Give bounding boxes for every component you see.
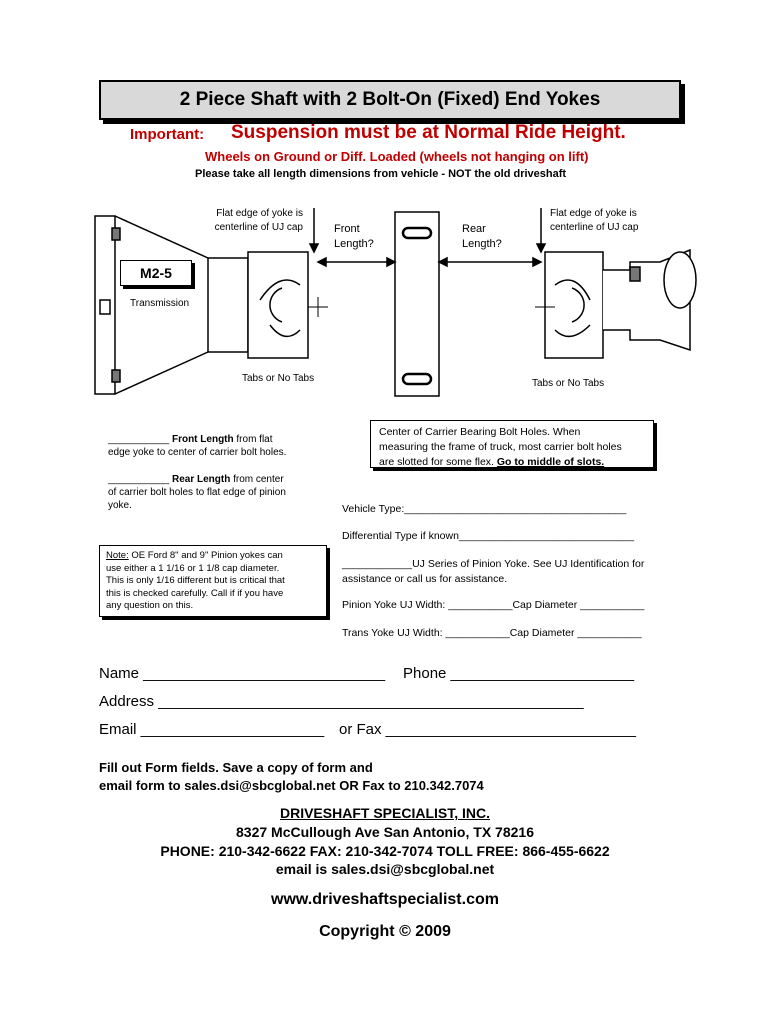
- flat-edge-right-line1: Flat edge of yoke is: [550, 208, 637, 219]
- rear-length-rest1: from center: [230, 474, 284, 485]
- uj-series-line2: assistance or call us for assistance.: [342, 573, 508, 585]
- carrier-line3-text: are slotted for some flex.: [379, 456, 497, 468]
- company-address: 8327 McCullough Ave San Antonio, TX 78216: [236, 824, 534, 840]
- company-phones: PHONE: 210-342-6622 FAX: 210-342-7074 TOLL FREE: 866-455-6622: [160, 843, 610, 859]
- front-length-rest2: edge yoke to center of carrier bolt holes.: [108, 447, 287, 458]
- note-line4: this is checked carefully. Call if if you have: [106, 587, 284, 599]
- company-email: email is sales.dsi@sbcglobal.net: [275, 861, 495, 877]
- page-title: [99, 80, 681, 120]
- flat-edge-left-line1: Flat edge of yoke is: [216, 208, 303, 219]
- front-yoke-drawing: [248, 252, 308, 358]
- carrier-note-box: [370, 420, 654, 468]
- rear-length-label: [462, 222, 502, 252]
- front-length-line1: Front: [334, 223, 360, 235]
- ford-note-box: [99, 545, 327, 617]
- rear-length-term: Rear Length: [171, 474, 231, 485]
- front-length-line2: Length?: [334, 238, 374, 250]
- rear-yoke-drawing: [545, 252, 603, 358]
- page-title-text: 2 Piece Shaft with 2 Bolt-On (Fixed) End Yokes: [179, 89, 601, 110]
- submit-line1: Fill out Form fields. Save a copy of form and: [99, 760, 373, 775]
- rear-length-blank[interactable]: ___________: [108, 474, 172, 485]
- differential-drawing: [603, 250, 696, 350]
- driveshaft-diagram: [0, 195, 770, 425]
- flat-edge-right-line2: centerline of UJ cap: [550, 222, 639, 233]
- submit-instructions: [99, 759, 484, 795]
- note-label: Note:: [106, 550, 129, 561]
- email-field[interactable]: Email ______________________: [99, 721, 325, 738]
- wheels-warning: Wheels on Ground or Diff. Loaded (wheels not hanging on lift): [205, 149, 589, 164]
- carrier-slots-emphasis: Go to middle of slots.: [496, 456, 605, 468]
- note-line5: any question on this.: [106, 600, 194, 611]
- front-length-rest1: from flat: [233, 434, 273, 445]
- front-length-label: [334, 222, 374, 252]
- tabs-label-left: Tabs or No Tabs: [242, 373, 315, 384]
- flat-edge-left-line2: centerline of UJ cap: [214, 222, 303, 233]
- front-length-instruction: [108, 433, 328, 459]
- measure-instruction: Please take all length dimensions from vehicle - NOT the old driveshaft: [195, 168, 567, 180]
- carrier-line1: Center of Carrier Bearing Bolt Holes. When: [379, 426, 581, 438]
- tabs-label-right: Tabs or No Tabs: [532, 378, 605, 389]
- vehicle-type-field[interactable]: Vehicle Type:______________________________________: [342, 503, 627, 515]
- name-field[interactable]: Name _____________________________: [99, 665, 386, 682]
- carrier-bearing-drawing: [395, 212, 439, 396]
- company-website[interactable]: www.driveshaftspecialist.com: [271, 891, 499, 908]
- suspension-warning: Suspension must be at Normal Ride Height.: [231, 122, 626, 143]
- differential-type-field[interactable]: Differential Type if known______________________________: [342, 530, 635, 542]
- model-badge: M2-5: [120, 260, 192, 286]
- rear-length-line1: Rear: [462, 223, 486, 235]
- company-name: DRIVESHAFT SPECIALIST, INC.: [279, 805, 491, 821]
- front-length-term: Front Length: [171, 434, 234, 445]
- trans-width-field[interactable]: Trans Yoke UJ Width: ___________Cap Diameter ___________: [342, 627, 642, 639]
- note-line1-text: OE Ford 8" and 9" Pinion yokes can: [128, 550, 283, 561]
- important-label: Important:: [130, 126, 205, 143]
- rear-length-instr-line1: [108, 473, 328, 486]
- uj-series-field[interactable]: [342, 557, 644, 587]
- address-field[interactable]: Address ___________________________________________________: [99, 693, 584, 710]
- rear-length-line2: Length?: [462, 238, 502, 250]
- note-line3: This is only 1/16 different but is critical that: [106, 575, 285, 586]
- transmission-label: Transmission: [130, 298, 190, 309]
- rear-length-instruction: [108, 473, 328, 512]
- flat-edge-label-left: [203, 207, 303, 235]
- pinion-width-field[interactable]: Pinion Yoke UJ Width: ___________Cap Diameter ___________: [342, 599, 645, 611]
- front-length-blank[interactable]: ___________: [108, 434, 172, 445]
- carrier-line3: [379, 455, 645, 470]
- note-line2: use either a 1 1/16 or 1 1/8 cap diameter.: [106, 562, 280, 574]
- submit-line2: email form to sales.dsi@sbcglobal.net OR Fax to 210.342.7074: [99, 778, 484, 793]
- note-line1: [106, 550, 320, 563]
- carrier-line2: measuring the frame of truck, most carrier bolt holes: [379, 441, 622, 453]
- rear-length-rest3: yoke.: [108, 500, 132, 511]
- front-length-instr-line1: [108, 433, 328, 446]
- phone-field[interactable]: Phone ______________________: [403, 665, 635, 682]
- flat-edge-label-right: [550, 207, 638, 235]
- copyright: Copyright © 2009: [319, 923, 451, 940]
- fax-field[interactable]: or Fax ______________________________: [339, 721, 636, 738]
- uj-series-line1: ____________UJ Series of Pinion Yoke. See UJ Identification for: [342, 558, 645, 570]
- rear-length-rest2: of carrier bolt holes to flat edge of pinion: [108, 487, 286, 498]
